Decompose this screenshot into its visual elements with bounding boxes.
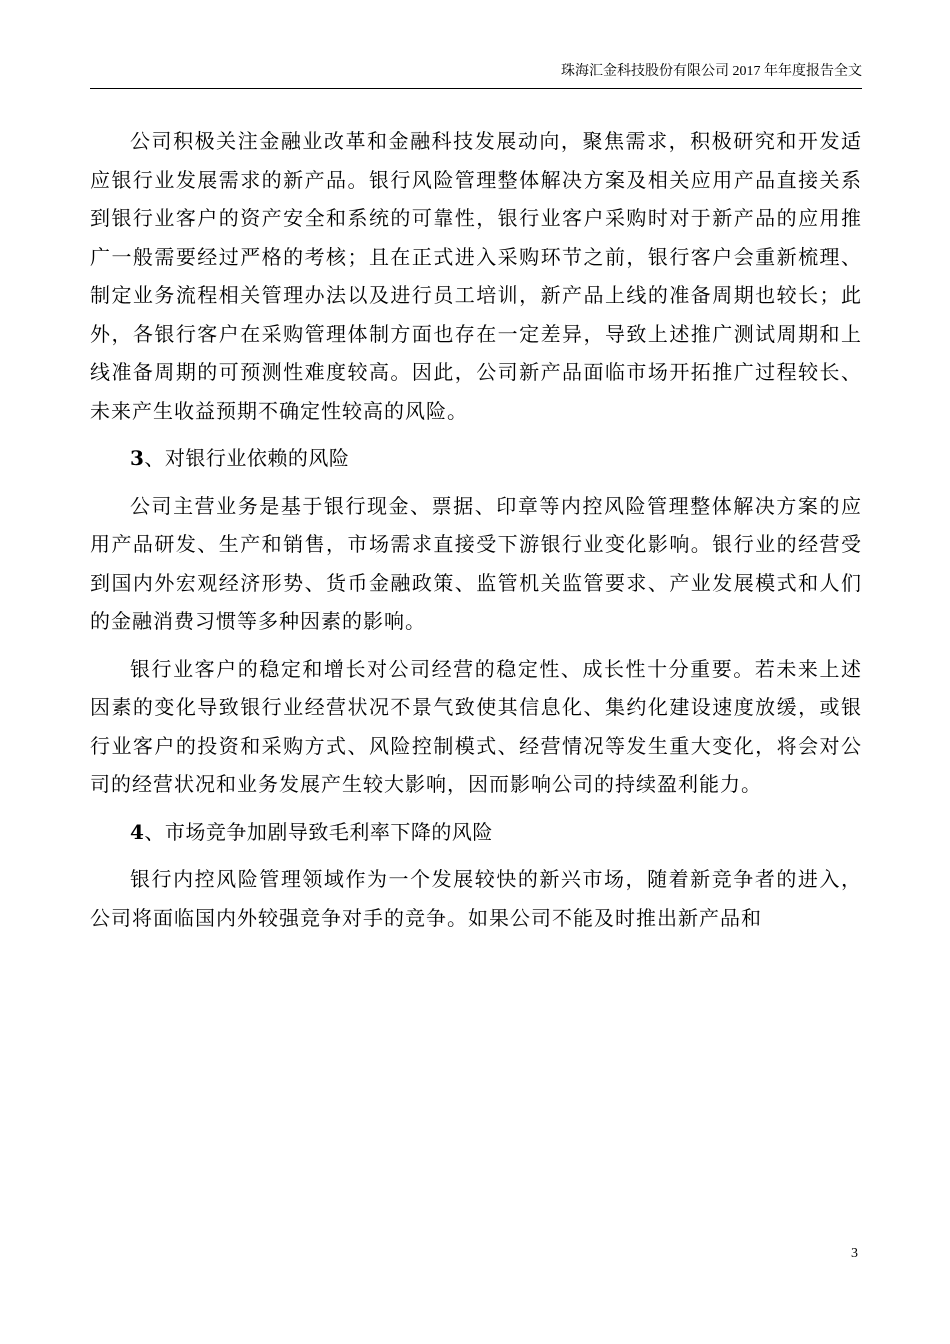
document-body [90,122,862,946]
paragraph-banking-dependence: 公司主营业务是基于银行现金、票据、印章等内控风险管理整体解决方案的应用产品研发、生产和销售，市场需求直接受下游银行业变化影响。银行业的经营受到国内外宏观经济形势、货币金融政策、监管机关监管要求、产业发展模式和人们的金融消费习惯等多种因素的影响。 [90,493,862,633]
section-number: 3 [130,446,145,470]
paragraph-banking-customers: 银行业客户的稳定和增长对公司经营的稳定性、成长性十分重要。若未来上述因素的变化导致银行业经营状况不景气致使其信息化、集约化建设速度放缓，或银行业客户的投资和采购方式、风险控制模式、经营情况等发生重大变化，将会对公司的经营状况和业务发展产生较大影响，因而影响公司的持续盈利能力。 [90,656,862,796]
section-heading-3 [90,439,862,487]
section-heading-text: 、市场竞争加剧导致毛利率下降的风险 [144,819,493,844]
paragraph-new-product-risk: 公司积极关注金融业改革和金融科技发展动向，聚焦需求，积极研究和开发适应银行业发展需求的新产品。银行风险管理整体解决方案及相关应用产品直接关系到银行业客户的资产安全和系统的可靠性，银行业客户采购时对于新产品的应用推广一般需要经过严格的考核；且在正式进入采购环节之前，银行客户会重新梳理、制定业务流程相关管理办法以及进行员工培训，新产品上线的准备周期也较长；此外，各银行客户在采购管理体制方面也存在一定差异，导致上述推广测试周期和上线准备周期的可预测性难度较高。因此，公司新产品面临市场开拓推广过程较长、未来产生收益预期不确定性较高的风险。 [90,129,862,423]
paragraph-competition: 银行内控风险管理领域作为一个发展较快的新兴市场，随着新竞争者的进入，公司将面临国内外较强竞争对手的竞争。如果公司不能及时推出新产品和 [90,867,862,930]
section-number: 4 [130,819,145,844]
section-heading-4 [90,813,862,861]
header-title: 珠海汇金科技股份有限公司 2017 年年度报告全文 [561,64,862,79]
section-heading-text: 、对银行业依赖的风险 [144,446,350,470]
page-header [90,62,862,89]
page-number: 3 [851,1246,858,1261]
